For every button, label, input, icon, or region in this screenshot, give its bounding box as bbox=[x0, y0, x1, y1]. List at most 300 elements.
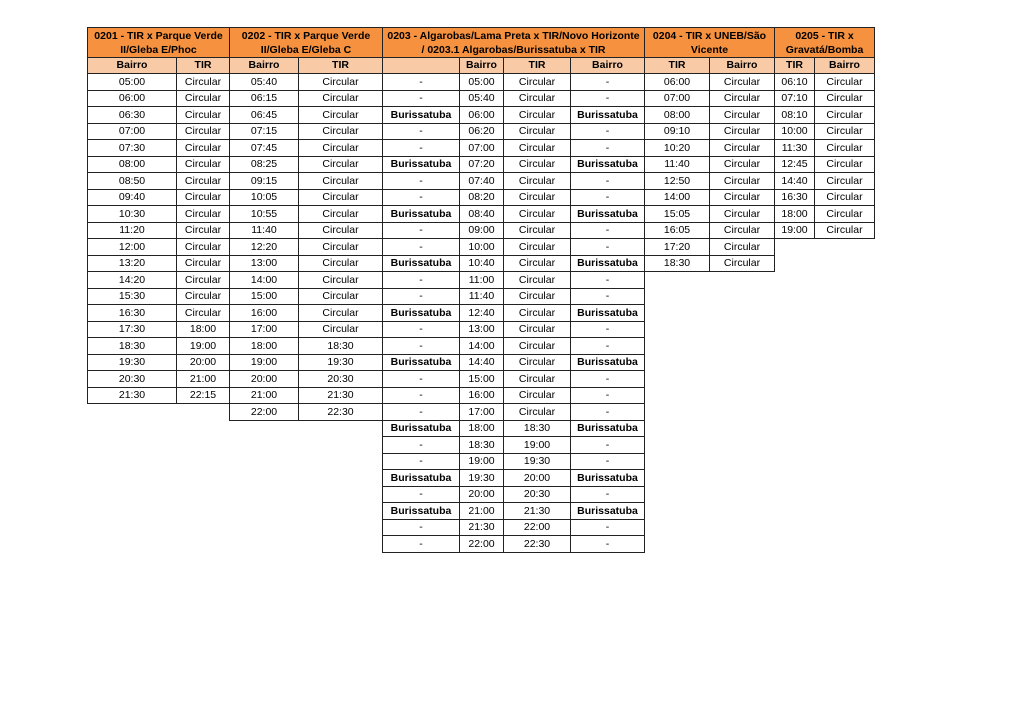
table-row bbox=[230, 321, 383, 338]
table-cell: Circular bbox=[299, 321, 383, 338]
table-cell: 15:00 bbox=[230, 288, 299, 305]
column-header: Bairro bbox=[815, 58, 875, 74]
table-cell: Circular bbox=[815, 90, 875, 107]
table-cell: - bbox=[571, 222, 645, 239]
table-row bbox=[230, 255, 383, 272]
table-cell: Burissatuba bbox=[571, 107, 645, 124]
table-cell: Circular bbox=[177, 123, 230, 140]
table-cell: 14:00 bbox=[230, 272, 299, 289]
table-cell: 06:00 bbox=[88, 90, 177, 107]
table-row bbox=[775, 140, 875, 157]
table-title: 0205 - TIR x Gravatá/Bomba bbox=[775, 28, 875, 58]
table-cell: 07:20 bbox=[460, 156, 504, 173]
table-cell: Circular bbox=[710, 140, 775, 157]
table-cell: - bbox=[383, 272, 460, 289]
table-cell: 05:40 bbox=[230, 74, 299, 91]
table-cell: Burissatuba bbox=[383, 305, 460, 322]
table-cell: Circular bbox=[177, 222, 230, 239]
table-cell: Circular bbox=[299, 123, 383, 140]
table-cell: Circular bbox=[815, 74, 875, 91]
table-cell: 07:45 bbox=[230, 140, 299, 157]
table-row bbox=[230, 140, 383, 157]
table-cell: 07:15 bbox=[230, 123, 299, 140]
table-cell: Circular bbox=[299, 107, 383, 124]
table-cell: - bbox=[571, 437, 645, 454]
table-cell: 10:30 bbox=[88, 206, 177, 223]
table-cell: 18:00 bbox=[230, 338, 299, 355]
table-cell: - bbox=[383, 536, 460, 553]
table-row bbox=[383, 536, 645, 553]
table-cell: Burissatuba bbox=[571, 503, 645, 520]
table-row bbox=[230, 74, 383, 91]
table-cell: 12:40 bbox=[460, 305, 504, 322]
table-row bbox=[645, 140, 775, 157]
table-row bbox=[88, 288, 230, 305]
table-cell: Circular bbox=[815, 156, 875, 173]
table-cell: 21:30 bbox=[88, 387, 177, 404]
table-cell: 20:30 bbox=[504, 486, 571, 503]
table-cell: Circular bbox=[299, 239, 383, 256]
table-cell: Circular bbox=[710, 206, 775, 223]
table-cell: Circular bbox=[710, 239, 775, 256]
table-cell: 16:00 bbox=[460, 387, 504, 404]
table-cell: Burissatuba bbox=[383, 470, 460, 487]
table-cell: Circular bbox=[504, 371, 571, 388]
table-cell: Circular bbox=[815, 140, 875, 157]
table-cell: 08:25 bbox=[230, 156, 299, 173]
table-cell: 18:30 bbox=[504, 420, 571, 437]
table-cell: 19:00 bbox=[177, 338, 230, 355]
table-cell: Circular bbox=[504, 173, 571, 190]
table-cell: Circular bbox=[299, 140, 383, 157]
table-row bbox=[383, 453, 645, 470]
table-cell: 11:30 bbox=[775, 140, 815, 157]
table-row bbox=[230, 272, 383, 289]
table-row bbox=[230, 371, 383, 388]
table-cell: Circular bbox=[299, 90, 383, 107]
table-cell: 15:00 bbox=[460, 371, 504, 388]
table-row bbox=[88, 156, 230, 173]
table-cell: Circular bbox=[299, 206, 383, 223]
table-row bbox=[383, 140, 645, 157]
table-row bbox=[88, 206, 230, 223]
table-cell: Circular bbox=[299, 173, 383, 190]
table-cell: Circular bbox=[815, 107, 875, 124]
table-cell: - bbox=[383, 519, 460, 536]
table-row bbox=[230, 387, 383, 404]
table-row bbox=[775, 173, 875, 190]
table-cell: - bbox=[571, 74, 645, 91]
table-row bbox=[775, 74, 875, 91]
table-row bbox=[383, 486, 645, 503]
table-cell: Circular bbox=[710, 156, 775, 173]
table-row bbox=[645, 156, 775, 173]
table-cell: 07:00 bbox=[88, 123, 177, 140]
table-row bbox=[88, 338, 230, 355]
table-row bbox=[645, 222, 775, 239]
table-cell: - bbox=[383, 239, 460, 256]
schedule-table-0205 bbox=[774, 27, 875, 239]
table-cell: Circular bbox=[815, 173, 875, 190]
table-cell: 21:30 bbox=[504, 503, 571, 520]
table-cell: 22:00 bbox=[230, 404, 299, 421]
table-cell: Circular bbox=[299, 255, 383, 272]
table-cell: 10:55 bbox=[230, 206, 299, 223]
table-row bbox=[383, 338, 645, 355]
table-cell: 12:50 bbox=[645, 173, 710, 190]
table-row bbox=[775, 90, 875, 107]
table-row bbox=[775, 123, 875, 140]
table-cell: Circular bbox=[504, 239, 571, 256]
table-cell: Circular bbox=[815, 222, 875, 239]
table-cell: Circular bbox=[504, 272, 571, 289]
table-cell: 14:20 bbox=[88, 272, 177, 289]
table-cell: Circular bbox=[504, 90, 571, 107]
column-header: Bairro bbox=[88, 58, 177, 74]
table-row bbox=[383, 470, 645, 487]
schedule-table-0204 bbox=[644, 27, 775, 272]
table-cell: - bbox=[571, 288, 645, 305]
table-cell: 08:10 bbox=[775, 107, 815, 124]
table-cell: 10:40 bbox=[460, 255, 504, 272]
table-cell: 13:20 bbox=[88, 255, 177, 272]
table-cell: 20:00 bbox=[504, 470, 571, 487]
table-cell: 18:00 bbox=[775, 206, 815, 223]
table-row bbox=[645, 123, 775, 140]
table-cell: 17:00 bbox=[230, 321, 299, 338]
table-cell: 22:30 bbox=[299, 404, 383, 421]
table-cell: 19:30 bbox=[460, 470, 504, 487]
table-cell: - bbox=[571, 140, 645, 157]
table-row bbox=[645, 255, 775, 272]
table-row bbox=[230, 173, 383, 190]
table-row bbox=[230, 404, 383, 421]
table-cell: Circular bbox=[299, 305, 383, 322]
table-cell: 10:20 bbox=[645, 140, 710, 157]
column-header: Bairro bbox=[571, 58, 645, 74]
column-header: Bairro bbox=[230, 58, 299, 74]
table-cell: Burissatuba bbox=[383, 420, 460, 437]
table-cell: 09:10 bbox=[645, 123, 710, 140]
table-cell: - bbox=[571, 123, 645, 140]
table-cell: Circular bbox=[504, 404, 571, 421]
table-cell: 20:30 bbox=[299, 371, 383, 388]
table-cell: Circular bbox=[710, 222, 775, 239]
table-cell: Circular bbox=[177, 206, 230, 223]
table-cell: 17:30 bbox=[88, 321, 177, 338]
table-row bbox=[230, 123, 383, 140]
table-cell: 15:30 bbox=[88, 288, 177, 305]
table-cell: 16:30 bbox=[775, 189, 815, 206]
table-cell: Circular bbox=[504, 255, 571, 272]
table-cell: Circular bbox=[299, 74, 383, 91]
table-cell: Circular bbox=[177, 305, 230, 322]
table-cell: Circular bbox=[710, 189, 775, 206]
table-cell: - bbox=[383, 437, 460, 454]
table-cell: Circular bbox=[177, 107, 230, 124]
table-cell: Circular bbox=[504, 354, 571, 371]
table-row bbox=[383, 437, 645, 454]
table-cell: Circular bbox=[177, 272, 230, 289]
table-cell: - bbox=[383, 387, 460, 404]
table-cell: 07:10 bbox=[775, 90, 815, 107]
table-cell: - bbox=[383, 222, 460, 239]
table-row bbox=[88, 222, 230, 239]
table-cell: Burissatuba bbox=[383, 107, 460, 124]
table-row bbox=[383, 305, 645, 322]
table-cell: 20:30 bbox=[88, 371, 177, 388]
table-cell: 11:00 bbox=[460, 272, 504, 289]
table-cell: Circular bbox=[504, 107, 571, 124]
column-header: TIR bbox=[504, 58, 571, 74]
table-cell: 08:50 bbox=[88, 173, 177, 190]
table-row bbox=[88, 140, 230, 157]
table-row bbox=[383, 74, 645, 91]
table-cell: 19:30 bbox=[88, 354, 177, 371]
table-row bbox=[383, 371, 645, 388]
table-cell: 12:20 bbox=[230, 239, 299, 256]
table-cell: Circular bbox=[710, 74, 775, 91]
table-row bbox=[383, 387, 645, 404]
table-cell: 06:30 bbox=[88, 107, 177, 124]
table-cell: Circular bbox=[504, 140, 571, 157]
table-cell: 19:00 bbox=[460, 453, 504, 470]
table-row bbox=[88, 305, 230, 322]
table-cell: Circular bbox=[504, 222, 571, 239]
table-cell: Circular bbox=[504, 338, 571, 355]
table-row bbox=[383, 354, 645, 371]
table-cell: - bbox=[383, 338, 460, 355]
table-cell: - bbox=[383, 140, 460, 157]
table-row bbox=[88, 239, 230, 256]
table-cell: Circular bbox=[504, 387, 571, 404]
table-cell: 08:00 bbox=[645, 107, 710, 124]
table-cell: Circular bbox=[177, 288, 230, 305]
table-cell: 11:20 bbox=[88, 222, 177, 239]
table-cell: 09:00 bbox=[460, 222, 504, 239]
table-row bbox=[383, 272, 645, 289]
table-row bbox=[230, 222, 383, 239]
table-row bbox=[645, 173, 775, 190]
table-cell: Burissatuba bbox=[571, 156, 645, 173]
table-row bbox=[383, 206, 645, 223]
table-row bbox=[88, 354, 230, 371]
table-row bbox=[775, 206, 875, 223]
schedule-table-0202 bbox=[229, 27, 383, 421]
table-cell: Circular bbox=[504, 123, 571, 140]
table-cell: 07:40 bbox=[460, 173, 504, 190]
table-cell: Circular bbox=[177, 156, 230, 173]
table-cell: Circular bbox=[710, 255, 775, 272]
table-cell: 06:10 bbox=[775, 74, 815, 91]
table-cell: - bbox=[383, 173, 460, 190]
table-cell: Circular bbox=[299, 222, 383, 239]
table-row bbox=[88, 123, 230, 140]
table-cell: 18:00 bbox=[460, 420, 504, 437]
table-cell: Circular bbox=[815, 206, 875, 223]
table-cell: Circular bbox=[710, 173, 775, 190]
table-cell: Circular bbox=[504, 74, 571, 91]
table-cell: - bbox=[383, 453, 460, 470]
table-row bbox=[383, 156, 645, 173]
table-cell: 10:05 bbox=[230, 189, 299, 206]
table-cell: 21:30 bbox=[460, 519, 504, 536]
table-cell: 12:00 bbox=[88, 239, 177, 256]
table-cell: 18:30 bbox=[299, 338, 383, 355]
table-cell: 21:00 bbox=[460, 503, 504, 520]
table-row bbox=[645, 74, 775, 91]
table-cell: 16:05 bbox=[645, 222, 710, 239]
table-cell: 11:40 bbox=[645, 156, 710, 173]
table-cell: Circular bbox=[504, 206, 571, 223]
table-cell: 09:40 bbox=[88, 189, 177, 206]
column-header: TIR bbox=[645, 58, 710, 74]
table-cell: Burissatuba bbox=[571, 305, 645, 322]
table-row bbox=[230, 305, 383, 322]
table-cell: Burissatuba bbox=[571, 354, 645, 371]
table-cell: 08:40 bbox=[460, 206, 504, 223]
table-cell: 07:00 bbox=[645, 90, 710, 107]
column-header: Bairro bbox=[710, 58, 775, 74]
table-cell: Circular bbox=[815, 189, 875, 206]
table-cell: 21:00 bbox=[177, 371, 230, 388]
schedule-table-0203 bbox=[382, 27, 645, 553]
table-cell: Burissatuba bbox=[383, 354, 460, 371]
table-row bbox=[230, 354, 383, 371]
column-header: Bairro bbox=[460, 58, 504, 74]
table-cell: Circular bbox=[710, 107, 775, 124]
table-row bbox=[383, 420, 645, 437]
table-cell: 18:30 bbox=[645, 255, 710, 272]
table-row bbox=[645, 90, 775, 107]
table-cell: - bbox=[571, 404, 645, 421]
table-cell: 18:00 bbox=[177, 321, 230, 338]
table-cell: 06:15 bbox=[230, 90, 299, 107]
table-cell: - bbox=[571, 90, 645, 107]
table-title: 0202 - TIR x Parque Verde II/Gleba E/Gleba C bbox=[230, 28, 383, 58]
table-row bbox=[383, 222, 645, 239]
table-cell: - bbox=[571, 321, 645, 338]
table-cell: 06:00 bbox=[645, 74, 710, 91]
table-row bbox=[88, 90, 230, 107]
table-row bbox=[383, 255, 645, 272]
table-cell: 07:00 bbox=[460, 140, 504, 157]
table-row bbox=[88, 255, 230, 272]
table-cell: 15:05 bbox=[645, 206, 710, 223]
table-cell: 20:00 bbox=[177, 354, 230, 371]
table-row bbox=[383, 107, 645, 124]
table-cell: 11:40 bbox=[460, 288, 504, 305]
table-cell: - bbox=[571, 371, 645, 388]
table-row bbox=[383, 173, 645, 190]
table-row bbox=[383, 123, 645, 140]
table-cell: Circular bbox=[177, 74, 230, 91]
table-row bbox=[383, 189, 645, 206]
table-row bbox=[230, 338, 383, 355]
table-cell: 06:00 bbox=[460, 107, 504, 124]
table-cell: 14:00 bbox=[460, 338, 504, 355]
table-cell: Circular bbox=[504, 305, 571, 322]
table-cell: 06:20 bbox=[460, 123, 504, 140]
table-cell: 05:00 bbox=[88, 74, 177, 91]
table-cell: 19:00 bbox=[230, 354, 299, 371]
table-title: 0204 - TIR x UNEB/São Vicente bbox=[645, 28, 775, 58]
table-cell: 09:15 bbox=[230, 173, 299, 190]
table-cell: - bbox=[383, 404, 460, 421]
table-cell: 13:00 bbox=[230, 255, 299, 272]
table-row bbox=[88, 107, 230, 124]
schedule-table-0201 bbox=[87, 27, 230, 404]
table-cell: - bbox=[383, 123, 460, 140]
table-row bbox=[88, 272, 230, 289]
table-cell: - bbox=[571, 239, 645, 256]
column-header: TIR bbox=[299, 58, 383, 74]
table-row bbox=[230, 90, 383, 107]
table-cell: 20:00 bbox=[460, 486, 504, 503]
table-cell: - bbox=[383, 371, 460, 388]
table-row bbox=[775, 156, 875, 173]
table-title: 0201 - TIR x Parque Verde II/Gleba E/Phoc bbox=[88, 28, 230, 58]
table-row bbox=[383, 90, 645, 107]
table-cell: 07:30 bbox=[88, 140, 177, 157]
table-row bbox=[88, 189, 230, 206]
table-cell: Circular bbox=[299, 189, 383, 206]
table-cell: 19:00 bbox=[504, 437, 571, 454]
table-cell: 22:00 bbox=[460, 536, 504, 553]
table-cell: - bbox=[571, 519, 645, 536]
table-row bbox=[775, 222, 875, 239]
table-cell: 08:20 bbox=[460, 189, 504, 206]
table-cell: 22:00 bbox=[504, 519, 571, 536]
table-cell: - bbox=[383, 74, 460, 91]
table-cell: 17:20 bbox=[645, 239, 710, 256]
table-cell: - bbox=[383, 189, 460, 206]
table-cell: 21:00 bbox=[230, 387, 299, 404]
table-cell: Circular bbox=[177, 255, 230, 272]
table-cell: - bbox=[571, 453, 645, 470]
table-cell: - bbox=[571, 189, 645, 206]
table-cell: 19:30 bbox=[504, 453, 571, 470]
table-cell: 11:40 bbox=[230, 222, 299, 239]
table-cell: Burissatuba bbox=[571, 420, 645, 437]
table-row bbox=[230, 189, 383, 206]
table-row bbox=[383, 503, 645, 520]
table-cell: 08:00 bbox=[88, 156, 177, 173]
table-cell: 14:40 bbox=[460, 354, 504, 371]
table-cell: 21:30 bbox=[299, 387, 383, 404]
table-cell: Circular bbox=[710, 90, 775, 107]
table-row bbox=[775, 107, 875, 124]
table-row bbox=[88, 173, 230, 190]
table-cell: 14:00 bbox=[645, 189, 710, 206]
table-cell: - bbox=[571, 272, 645, 289]
table-row bbox=[383, 288, 645, 305]
table-row bbox=[88, 387, 230, 404]
table-cell: 18:30 bbox=[460, 437, 504, 454]
table-cell: - bbox=[383, 90, 460, 107]
table-cell: Circular bbox=[177, 189, 230, 206]
table-cell: Circular bbox=[177, 90, 230, 107]
table-row bbox=[645, 107, 775, 124]
table-cell: Circular bbox=[504, 189, 571, 206]
table-row bbox=[230, 239, 383, 256]
table-cell: 19:00 bbox=[775, 222, 815, 239]
table-cell: 14:40 bbox=[775, 173, 815, 190]
table-cell: - bbox=[571, 173, 645, 190]
table-cell: 16:00 bbox=[230, 305, 299, 322]
table-cell: - bbox=[571, 338, 645, 355]
table-row bbox=[645, 239, 775, 256]
